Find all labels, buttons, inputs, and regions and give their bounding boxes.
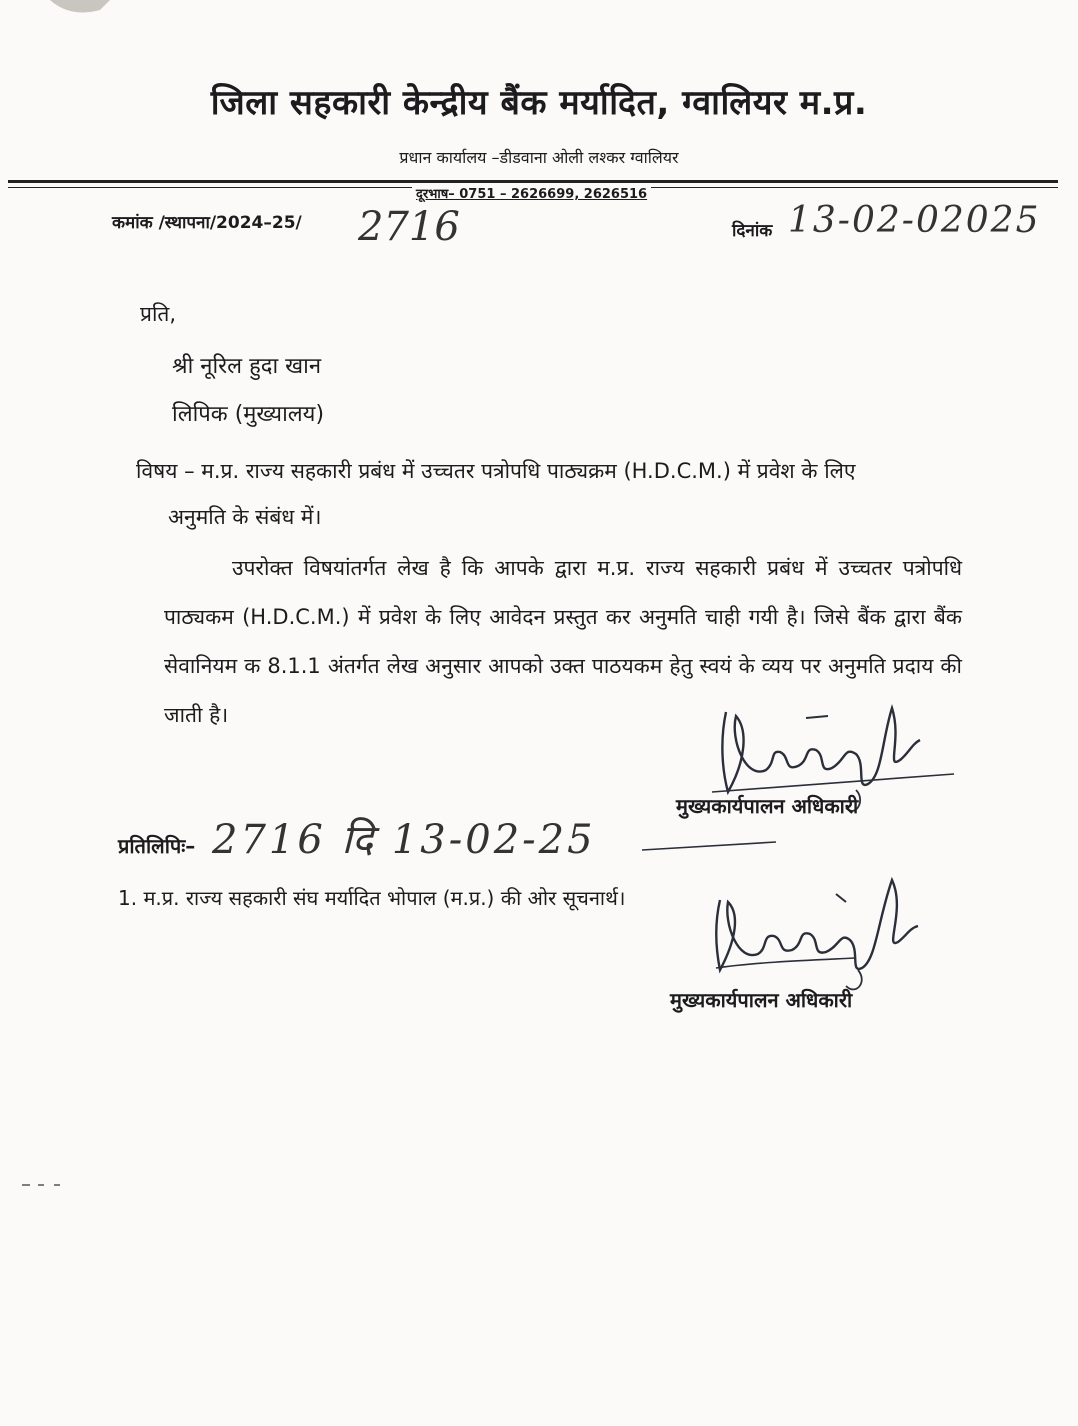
signature-2-designation: मुख्यकार्यपालन अधिकारी xyxy=(670,988,853,1012)
recipient-name: श्री नूरिल हुदा खान xyxy=(172,354,322,379)
subject-line-2: अनुमति के संबंध में। xyxy=(168,505,322,529)
copy-reference-underline xyxy=(640,836,780,856)
copy-label: प्रतिलिपिः– xyxy=(118,834,196,858)
letterhead-phone: दूरभाष– 0751 – 2626699, 2626516 xyxy=(412,184,651,202)
body-paragraph: उपरोक्त विषयांतर्गत लेख है कि आपके द्वारा म.प्र. राज्य सहकारी प्रबंध में उच्चतर पत्रोपधि पाठ्यकम (H.D.C.M.) में प्रवेश के लिए आवेदन प्रस्तुत कर अनुमति चाही गयी है। जिसे बैंक द्वारा बैंक सेवानियम क 8.1.1 अंतर्गत लेख अनुसार आपको उक्त पाठयकम हेतु स्वयं के व्यय पर अनुमति प्रदाय की जाती है। xyxy=(164,556,962,727)
date-handwritten: 13-02-02025 xyxy=(788,200,1041,241)
date-label: दिनांक xyxy=(732,221,773,241)
salutation: प्रति, xyxy=(140,302,177,326)
header-rule-top xyxy=(8,180,1058,183)
copy-reference-handwritten: 2716 दि 13-02-25 xyxy=(212,817,596,863)
copy-item-1: 1. म.प्र. राज्य सहकारी संघ मर्यादित भोपाल (म.प्र.) की ओर सूचनार्थ। xyxy=(118,886,626,910)
signature-2 xyxy=(696,870,946,1000)
letterhead-address: प्रधान कार्यालय –डीडवाना ओली लश्कर ग्वालियर xyxy=(399,148,679,167)
reference-prefix: कमांक /स्थापना/2024–25/ xyxy=(112,213,302,233)
subject-line-1: विषय – म.प्र. राज्य सहकारी प्रबंध में उच्चतर पत्रोपधि पाठ्यक्रम (H.D.C.M.) में प्रवेश के लिए xyxy=(136,459,856,483)
letterhead-title: जिला सहकारी केन्द्रीय बैंक मर्यादित, ग्वालियर म.प्र. xyxy=(210,83,868,123)
recipient-designation: लिपिक (मुख्यालय) xyxy=(172,402,325,427)
reference-number-handwritten: 2716 xyxy=(358,204,460,250)
subject xyxy=(136,448,966,540)
scan-smudge xyxy=(40,0,120,22)
scan-dots xyxy=(20,1180,70,1190)
signature-1-designation: मुख्यकार्यपालन अधिकारी xyxy=(676,794,859,818)
